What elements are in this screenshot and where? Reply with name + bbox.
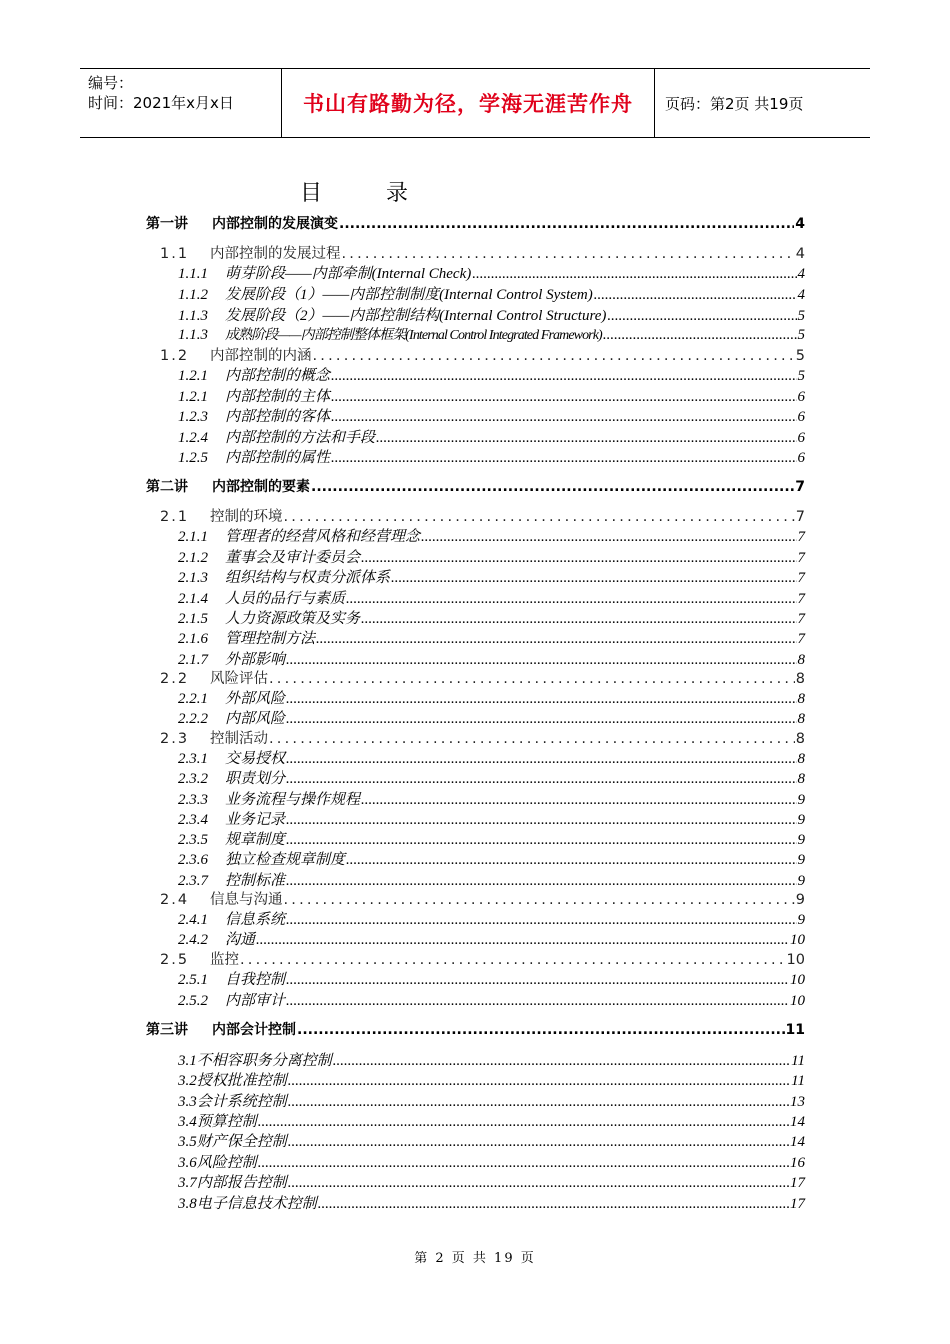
toc-entry-title: 规章制度	[225, 832, 286, 848]
toc-entry-number: 1.2.1	[178, 368, 208, 384]
toc-entry-number: 1.1.3	[178, 308, 208, 324]
toc-leader-dots	[286, 711, 796, 728]
toc-leader-dots	[361, 611, 796, 628]
toc-entry-label	[178, 648, 285, 669]
toc-entry-number: 2.1.5	[178, 611, 208, 627]
toc-entry-label	[178, 1110, 257, 1131]
toc-entry-page: 7	[797, 550, 805, 566]
toc-entry-page: 8	[797, 751, 805, 767]
toc-entry-page: 10	[790, 972, 805, 988]
toc-leader-dots	[391, 570, 796, 587]
toc-entry[interactable]	[178, 1151, 805, 1172]
toc-leader-dots	[286, 691, 796, 708]
toc-entry-title: 独立检查规章制度	[225, 852, 346, 868]
toc-entry-page: 4	[797, 287, 805, 303]
toc-entry-title: 电子信息技术控制	[196, 1196, 317, 1212]
toc-entry-number: 2.5.1	[178, 972, 208, 988]
toc-leader-dots	[472, 266, 796, 283]
toc-leader-dots	[331, 450, 796, 467]
toc-entry-title: 业务记录	[225, 812, 286, 828]
toc-entry-page: 10	[790, 932, 805, 948]
toc-entry-page: 6	[797, 389, 805, 405]
toc-entry-number: 3.4	[178, 1114, 197, 1130]
toc-entry-label	[178, 587, 345, 608]
toc-entry[interactable]	[178, 788, 805, 809]
toc-entry-number: 2.5	[160, 952, 190, 968]
toc-entry[interactable]	[178, 1110, 805, 1131]
toc-entry-label	[178, 426, 375, 447]
toc-leader-dots	[286, 812, 796, 829]
toc-leader-dots	[286, 912, 796, 929]
toc-entry-number: 2.1.2	[178, 550, 208, 566]
toc-leader-dots	[297, 1022, 785, 1038]
toc-entry-page: 16	[790, 1155, 805, 1171]
toc-entry[interactable]	[178, 928, 805, 949]
time-label: 时间：2021年x月x日	[88, 94, 234, 112]
toc-leader-dots	[331, 389, 796, 406]
toc-entry[interactable]	[178, 808, 805, 829]
toc-entry-number: 3.6	[178, 1155, 197, 1171]
toc-entry-label	[178, 262, 471, 283]
toc-entry-page: 4	[797, 266, 805, 282]
toc-entry[interactable]	[178, 767, 805, 788]
toc-leader-dots	[421, 529, 796, 546]
toc-entry-number: 3.1	[178, 1053, 197, 1069]
toc-entry[interactable]	[178, 707, 805, 728]
toc-entry-label	[178, 283, 593, 304]
toc-leader-dots	[286, 751, 796, 768]
toc-entry-number: 3.5	[178, 1134, 197, 1150]
toc-entry-number: 3.2	[178, 1073, 197, 1089]
toc-entry-number: 2.3.7	[178, 873, 208, 889]
toc-entry-label	[160, 948, 239, 969]
toc-entry-label	[178, 767, 285, 788]
toc-entry[interactable]	[146, 1019, 805, 1039]
toc-entry-label	[146, 213, 338, 233]
toc-entry[interactable]	[160, 242, 805, 263]
toc-entry-number: 2.3.5	[178, 832, 208, 848]
toc-entry-page: 4	[795, 216, 805, 232]
toc-entry[interactable]	[178, 989, 805, 1010]
toc-leader-dots	[286, 832, 796, 849]
toc-entry-number: 2.3.1	[178, 751, 208, 767]
toc-entry-title: 外部影响	[225, 652, 286, 668]
header-motto: 书山有路勤为径，学海无涯苦作舟	[282, 69, 655, 137]
toc-leader-dots	[311, 479, 794, 495]
toc-entry-title: 内部控制的客体	[225, 409, 331, 425]
toc-entry-page: 8	[795, 731, 805, 747]
toc-entry-page: 8	[797, 652, 805, 668]
toc-entry[interactable]	[178, 648, 805, 669]
toc-entry-number: 3.8	[178, 1196, 197, 1212]
toc-entry-label	[146, 476, 310, 496]
toc-entry-label	[178, 1151, 257, 1172]
toc-entry[interactable]	[178, 1069, 805, 1090]
toc-entry-title: 萌芽阶段——内部牵制(Internal Check)	[225, 266, 472, 282]
toc-entry[interactable]	[178, 908, 805, 929]
toc-entry[interactable]	[178, 1130, 805, 1151]
toc-entry-title: 组织结构与权责分派体系	[225, 570, 391, 586]
toc-entry[interactable]	[178, 1049, 805, 1070]
toc-entry-label	[178, 1090, 287, 1111]
toc-entry[interactable]	[178, 405, 805, 426]
toc-entry-title: 业务流程与操作规程	[225, 792, 361, 808]
toc-entry-title: 信息与沟通	[210, 892, 283, 908]
toc-entry-label	[178, 869, 285, 890]
toc-entry-label	[178, 828, 285, 849]
toc-entry-title: 内部会计控制	[212, 1022, 296, 1038]
toc-entry-number: 2.3.6	[178, 852, 208, 868]
toc-leader-dots	[346, 852, 796, 869]
toc-entry-page: 7	[795, 509, 805, 525]
toc-entry-label	[178, 324, 602, 344]
toc-entry[interactable]	[160, 344, 805, 365]
toc-entry-title: 交易授权	[225, 751, 286, 767]
toc-entry-label	[178, 1049, 332, 1070]
toc-leader-dots	[376, 430, 796, 447]
toc-entry[interactable]	[160, 505, 805, 526]
page-footer: 第 2 页 共 19 页	[414, 1251, 536, 1266]
toc-entry[interactable]	[160, 667, 805, 688]
toc-entry[interactable]	[178, 1171, 805, 1192]
toc-entry-label	[160, 888, 283, 909]
toc-entry-title: 内部控制的方法和手段	[225, 430, 376, 446]
toc-leader-dots	[361, 550, 796, 567]
toc-entry-label	[178, 566, 390, 587]
toc-entry-page: 17	[790, 1175, 805, 1191]
toc-entry-number: 3.3	[178, 1094, 197, 1110]
toc-entry-page: 9	[797, 852, 805, 868]
toc-entry[interactable]	[178, 828, 805, 849]
toc-entry[interactable]	[178, 607, 805, 628]
toc-leader-dots	[288, 1094, 789, 1111]
toc-entry-number: 1.2.1	[178, 389, 208, 405]
toc-leader-dots	[331, 409, 796, 426]
toc-entry-page: 9	[797, 873, 805, 889]
toc-leader-dots	[339, 216, 794, 232]
toc-entry-title: 会计系统控制	[196, 1094, 287, 1110]
toc-entry[interactable]	[178, 747, 805, 768]
toc-entry[interactable]	[146, 476, 805, 496]
toc-entry-title: 控制标准	[225, 873, 286, 889]
toc-entry-page: 7	[797, 529, 805, 545]
toc-entry-number: 2.1	[160, 509, 190, 525]
toc-entry-label	[178, 385, 330, 406]
toc-entry-title: 职责划分	[225, 771, 286, 787]
toc-entry-label	[146, 1019, 296, 1039]
toc-entry-number: 1.1.1	[178, 266, 208, 282]
toc-leader-dots	[284, 509, 795, 525]
toc-entry-label	[178, 405, 330, 426]
toc-entry-title: 人员的品行与素质	[225, 591, 346, 607]
toc-entry-number: 2.4	[160, 892, 190, 908]
toc-entry-title: 内部控制的属性	[225, 450, 331, 466]
toc-leader-dots	[333, 1053, 790, 1070]
toc-entry[interactable]	[178, 304, 805, 325]
toc-leader-dots	[316, 631, 796, 648]
toc-title-left: 目	[300, 181, 323, 206]
toc-entry-label	[178, 446, 330, 467]
toc-entry-number: 2.1.4	[178, 591, 208, 607]
toc-entry-title: 内部控制的概念	[225, 368, 331, 384]
toc-entry-number: 2.3	[160, 731, 190, 747]
toc-entry[interactable]	[178, 627, 805, 648]
toc-entry[interactable]	[160, 727, 805, 748]
toc-entry[interactable]	[178, 566, 805, 587]
toc-entry-title: 财产保全控制	[196, 1134, 287, 1150]
toc-entry-number: 3.7	[178, 1175, 197, 1191]
toc-leader-dots	[269, 731, 795, 747]
toc-entry-page: 5	[795, 348, 805, 364]
toc-leader-dots	[258, 1155, 789, 1172]
toc-leader-dots	[256, 932, 789, 949]
toc-entry-number: 2.1.6	[178, 631, 208, 647]
toc-entry-page: 4	[795, 246, 805, 262]
toc-entry-page: 7	[797, 631, 805, 647]
toc-entry-title: 控制的环境	[210, 509, 283, 525]
toc-entry-title: 授权批准控制	[196, 1073, 287, 1089]
toc-entry[interactable]	[178, 869, 805, 890]
toc-entry-page: 5	[797, 327, 805, 343]
toc-entry-page: 9	[797, 812, 805, 828]
toc-entry-number: 2.2.1	[178, 691, 208, 707]
toc-entry-title: 控制活动	[210, 731, 268, 747]
toc-entry[interactable]	[178, 1192, 805, 1213]
toc-entry-number: 2.1.7	[178, 652, 208, 668]
toc-entry-label	[178, 808, 285, 829]
toc-entry-number: 1.2	[160, 348, 190, 364]
toc-entry-page: 7	[795, 479, 805, 495]
toc-leader-dots	[331, 368, 796, 385]
toc-leader-dots	[240, 952, 786, 968]
toc-leader-dots	[607, 308, 796, 325]
toc-entry[interactable]	[178, 426, 805, 447]
toc-entry-number: 2.3.4	[178, 812, 208, 828]
toc-entry-label	[178, 525, 420, 546]
toc-entry-page: 9	[797, 832, 805, 848]
toc-entry-label	[178, 747, 285, 768]
toc-entry[interactable]	[178, 687, 805, 708]
toc-leader-dots	[594, 287, 797, 304]
toc-entry-number: 2.1.1	[178, 529, 208, 545]
toc-entry-number: 2.1.3	[178, 570, 208, 586]
toc-entry-title: 沟通	[225, 932, 256, 948]
toc-entry-label	[178, 687, 285, 708]
toc-entry-title: 内部报告控制	[196, 1175, 287, 1191]
toc-entry-label	[178, 848, 345, 869]
toc-entry-number: 第一讲	[146, 216, 188, 232]
toc-entry-page: 10	[790, 993, 805, 1009]
toc-entry[interactable]	[178, 262, 805, 283]
toc-entry-title: 内部审计	[225, 993, 286, 1009]
toc-entry-page: 6	[797, 450, 805, 466]
toc-entry-page: 7	[797, 570, 805, 586]
toc-entry-label	[160, 727, 268, 748]
toc-entry-label	[178, 928, 255, 949]
toc-entry[interactable]	[178, 1090, 805, 1111]
toc-entry[interactable]	[178, 848, 805, 869]
toc-entry-title: 发展阶段（2）——内部控制结构(Internal Control Structure)	[225, 308, 607, 324]
toc-entry-title: 内部控制的要素	[212, 479, 310, 495]
toc-leader-dots	[269, 671, 795, 687]
toc-leader-dots	[288, 1134, 789, 1151]
header-meta	[80, 69, 282, 137]
toc-entry[interactable]	[178, 283, 805, 304]
code-label: 编号：	[88, 74, 134, 92]
toc-entry[interactable]	[178, 525, 805, 546]
toc-entry-label	[178, 989, 285, 1010]
toc-entry-title: 内部风险	[225, 711, 286, 727]
toc-leader-dots	[361, 792, 796, 809]
toc-entry-label	[160, 344, 312, 365]
toc-entry-number: 1.2.3	[178, 409, 208, 425]
toc-entry-page: 8	[797, 711, 805, 727]
toc-leader-dots	[313, 348, 795, 364]
toc-entry-number: 1.1.3	[178, 327, 208, 343]
toc-entry-page: 7	[797, 611, 805, 627]
toc-entry-label	[178, 707, 285, 728]
toc-entry-number: 2.4.1	[178, 912, 208, 928]
toc-entry[interactable]	[160, 948, 805, 969]
toc-entry-page: 17	[790, 1196, 805, 1212]
toc-leader-dots	[346, 591, 796, 608]
toc-entry-title: 管理者的经营风格和经营理念	[225, 529, 421, 545]
toc-entry-title: 自我控制	[225, 972, 286, 988]
toc-entry-number: 2.3.2	[178, 771, 208, 787]
toc-leader-dots	[286, 771, 796, 788]
toc-entry-label	[178, 968, 285, 989]
toc-entry-label	[178, 788, 360, 809]
page-header	[80, 68, 870, 138]
toc-entry-title: 风险控制	[196, 1155, 257, 1171]
toc-entry-number: 1.1.2	[178, 287, 208, 303]
toc-entry-page: 14	[790, 1134, 805, 1150]
toc-entry-label	[178, 1192, 317, 1213]
toc-entry-label	[160, 667, 268, 688]
toc-entry[interactable]	[178, 968, 805, 989]
toc-entry-page: 9	[797, 912, 805, 928]
toc-entry-page: 5	[797, 308, 805, 324]
toc-entry-label	[178, 546, 360, 567]
toc-entry-title: 发展阶段（1）——内部控制制度(Internal Control System)	[225, 287, 593, 303]
toc-entry-label	[160, 505, 283, 526]
toc-leader-dots	[286, 972, 789, 989]
toc-entry-title: 风险评估	[210, 671, 268, 687]
toc-entry-number: 1.1	[160, 246, 190, 262]
toc-entry-title: 监控	[210, 952, 239, 968]
toc-entry-number: 2.2.2	[178, 711, 208, 727]
toc-entry-label	[178, 304, 606, 325]
toc-entry[interactable]	[178, 546, 805, 567]
toc-entry-page: 9	[797, 792, 805, 808]
toc-entry-page: 6	[797, 409, 805, 425]
toc-entry[interactable]	[178, 364, 805, 385]
toc-entry-label	[160, 242, 341, 263]
toc-entry-label	[178, 908, 285, 929]
toc-leader-dots	[258, 1114, 789, 1131]
toc-leader-dots	[284, 892, 795, 908]
toc-entry-title: 不相容职务分离控制	[196, 1053, 332, 1069]
toc-entry-title: 管理控制方法	[225, 631, 316, 647]
toc-entry-title: 人力资源政策及实务	[225, 611, 361, 627]
toc-leader-dots	[286, 993, 789, 1010]
toc-entry-title: 内部控制的主体	[225, 389, 331, 405]
toc-entry-label	[178, 1130, 287, 1151]
toc-entry-number: 2.3.3	[178, 792, 208, 808]
header-page-info: 页码：第2页 共19页	[665, 94, 804, 113]
toc-entry-title: 预算控制	[196, 1114, 257, 1130]
toc-entry-title: 内部控制的发展过程	[210, 246, 341, 262]
toc-entry-page: 8	[797, 691, 805, 707]
toc-entry[interactable]	[178, 385, 805, 406]
toc-entry-number: 1.2.5	[178, 450, 208, 466]
toc-entry-page: 11	[791, 1073, 805, 1089]
toc-entry-page: 7	[797, 591, 805, 607]
toc-entry-label	[178, 1171, 287, 1192]
toc-entry-page: 8	[797, 771, 805, 787]
toc-entry-page: 8	[795, 671, 805, 687]
toc-entry-page: 14	[790, 1114, 805, 1130]
toc-entry-title: 外部风险	[225, 691, 286, 707]
toc-entry-number: 2.2	[160, 671, 190, 687]
toc-entry-page: 11	[785, 1022, 805, 1038]
toc-entry-title: 内部控制的发展演变	[212, 216, 338, 232]
toc-entry-page: 5	[797, 368, 805, 384]
toc-title-right: 录	[386, 181, 409, 206]
toc-entry-label	[178, 1069, 287, 1090]
toc-entry[interactable]	[146, 213, 805, 233]
toc-entry-number: 2.5.2	[178, 993, 208, 1009]
toc-entry-number: 2.4.2	[178, 932, 208, 948]
toc-entry-label	[178, 364, 330, 385]
toc-entry[interactable]	[178, 446, 805, 467]
toc-leader-dots	[288, 1175, 789, 1192]
toc-leader-dots	[318, 1196, 789, 1213]
toc-entry-number: 第二讲	[146, 479, 188, 495]
toc-entry-page: 10	[786, 952, 805, 968]
toc-entry[interactable]	[178, 324, 805, 344]
toc-leader-dots	[342, 246, 795, 262]
toc-entry-page: 13	[790, 1094, 805, 1110]
toc-entry-label	[178, 627, 315, 648]
toc-entry[interactable]	[178, 587, 805, 608]
toc-entry-number: 第三讲	[146, 1022, 188, 1038]
toc-entry[interactable]	[160, 888, 805, 909]
toc-entry-page: 9	[795, 892, 805, 908]
toc-entry-page: 6	[797, 430, 805, 446]
toc-entry-title: 信息系统	[225, 912, 286, 928]
toc-entry-number: 1.2.4	[178, 430, 208, 446]
toc-entry-title: 内部控制的内涵	[210, 348, 312, 364]
toc-entry-title: 成熟阶段——内部控制整体框架(Internal Control Integrated Framework)	[225, 328, 602, 343]
toc-entry-label	[178, 607, 360, 628]
toc-entry-page: 11	[791, 1053, 805, 1069]
toc-title	[300, 176, 408, 207]
toc-leader-dots	[603, 327, 797, 344]
toc-entry-title: 董事会及审计委员会	[225, 550, 361, 566]
toc-leader-dots	[288, 1073, 790, 1090]
